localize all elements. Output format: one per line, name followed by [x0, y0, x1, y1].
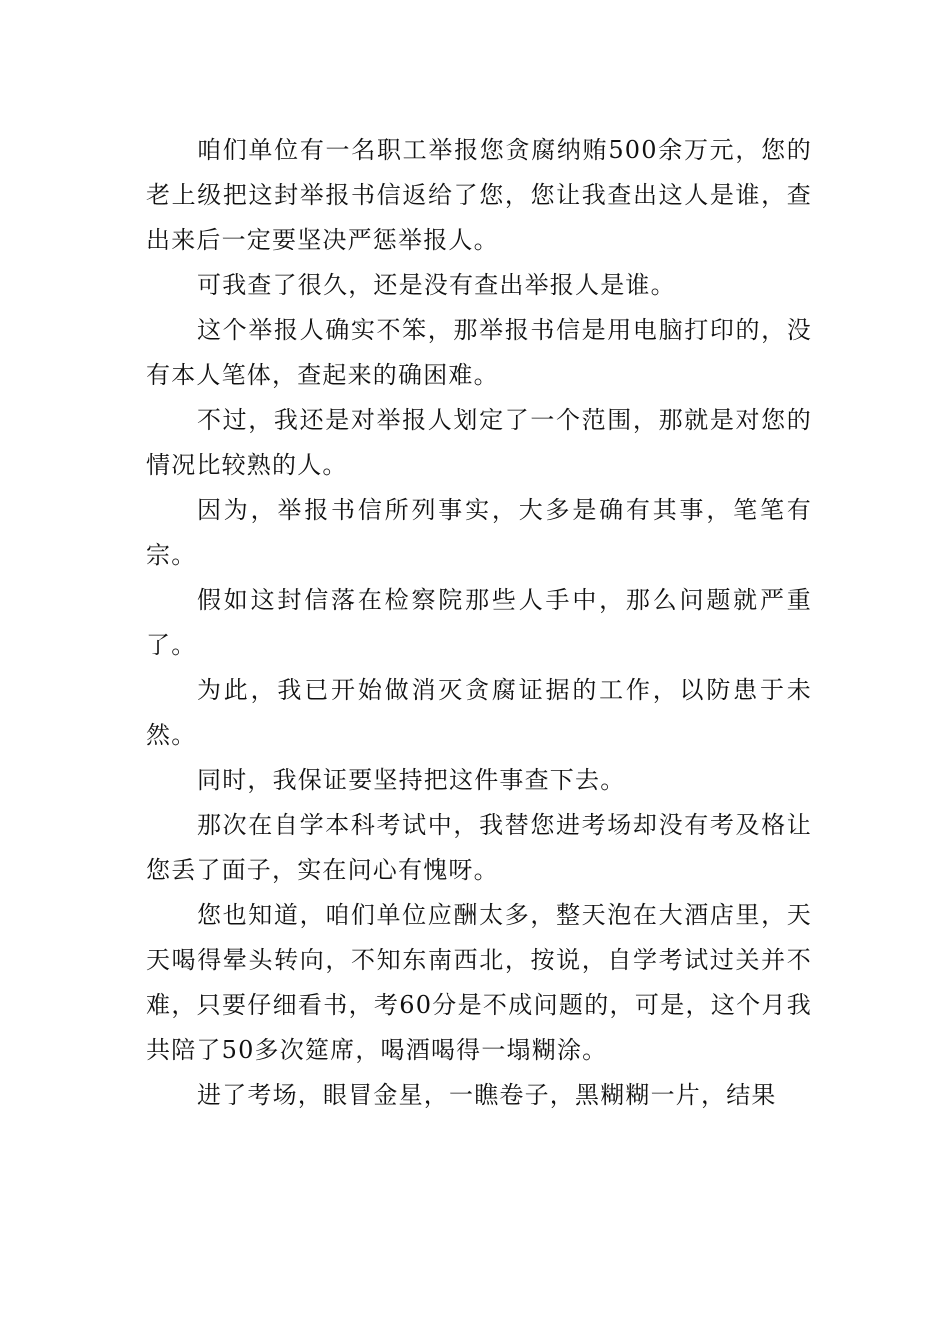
paragraph: 因为，举报书信所列事实，大多是确有其事，笔笔有宗。 [146, 496, 812, 569]
paragraph: 可我查了很久，还是没有查出举报人是谁。 [197, 271, 676, 299]
paragraph: 那次在自学本科考试中，我替您进考场却没有考及格让您丢了面子，实在问心有愧呀。 [146, 811, 812, 884]
paragraph: 同时，我保证要坚持把这件事查下去。 [197, 766, 626, 794]
paragraph: 这个举报人确实不笨，那举报书信是用电脑打印的，没有本人笔体，查起来的确困难。 [146, 316, 812, 389]
paragraph: 进了考场，眼冒金星，一瞧卷子，黑糊糊一片，结果 [197, 1081, 777, 1109]
paragraph: 不过，我还是对举报人划定了一个范围，那就是对您的情况比较熟的人。 [146, 406, 812, 479]
paragraph: 您也知道，咱们单位应酬太多，整天泡在大酒店里，天天喝得晕头转向，不知东南西北，按说，自学考试过关并不难，只要仔细看书，考60分是不成问题的，可是，这个月我共陪了50多次筵席，喝酒喝得一塌糊涂。 [146, 901, 812, 1064]
document-body [146, 128, 812, 1118]
paragraph: 为此，我已开始做消灭贪腐证据的工作，以防患于未然。 [146, 676, 812, 749]
paragraph: 假如这封信落在检察院那些人手中，那么问题就严重了。 [146, 586, 812, 659]
paragraph: 咱们单位有一名职工举报您贪腐纳贿500余万元，您的老上级把这封举报书信返给了您，您让我查出这人是谁，查出来后一定要坚决严惩举报人。 [146, 136, 812, 254]
